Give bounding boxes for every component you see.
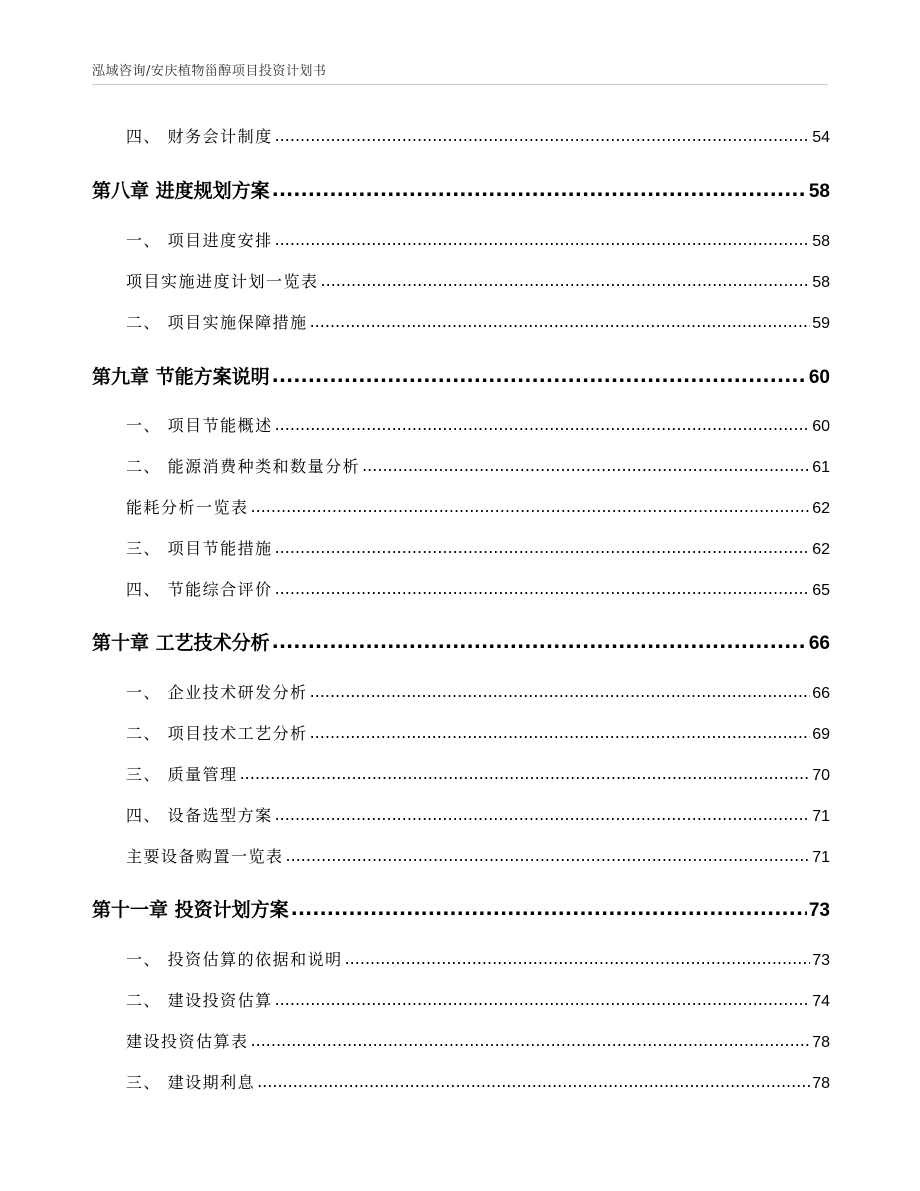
toc-page-number: 58 [808, 181, 830, 202]
toc-section-entry[interactable] [92, 721, 830, 744]
toc-entry-title: 三、 建设期利息 [126, 1073, 256, 1092]
toc-page-number: 78 [812, 1034, 830, 1051]
toc-page-number: 71 [812, 808, 830, 825]
toc-entry-title: 二、 项目技术工艺分析 [126, 724, 308, 743]
toc-entry-title: 建设投资估算表 [126, 1032, 249, 1051]
toc-page-number: 73 [812, 952, 830, 969]
toc-entry-title: 一、 投资估算的依据和说明 [126, 950, 343, 969]
toc-page-number: 62 [812, 500, 830, 517]
toc-section-entry[interactable] [92, 454, 830, 477]
toc-section-entry[interactable] [92, 536, 830, 559]
toc-entry-title: 二、 建设投资估算 [126, 991, 273, 1010]
toc-page-number: 69 [812, 726, 830, 743]
toc-section-entry[interactable] [92, 1070, 830, 1093]
toc-entry-title: 第十章 工艺技术分析 [92, 632, 270, 654]
toc-page-number: 58 [812, 233, 830, 250]
toc-leader-dots [291, 898, 807, 920]
toc-section-entry[interactable] [92, 310, 830, 333]
toc-section-entry[interactable] [92, 495, 830, 518]
toc-page-number: 62 [812, 541, 830, 558]
toc-section-entry[interactable] [92, 269, 830, 292]
toc-entry-title: 二、 项目实施保障措施 [126, 313, 308, 332]
toc-chapter-entry[interactable] [92, 176, 830, 203]
toc-leader-dots [286, 846, 811, 865]
toc-section-entry[interactable] [92, 1029, 830, 1052]
toc-entry-title: 一、 项目节能概述 [126, 416, 273, 435]
toc-entry-title: 一、 项目进度安排 [126, 231, 273, 250]
toc-page-number: 66 [808, 633, 830, 654]
toc-entry-title: 第十一章 投资计划方案 [92, 899, 289, 921]
toc-entry-title: 第八章 进度规划方案 [92, 180, 270, 202]
toc-leader-dots [362, 456, 810, 475]
toc-leader-dots [257, 1072, 810, 1091]
toc-leader-dots [321, 271, 811, 290]
toc-entry-title: 二、 能源消费种类和数量分析 [126, 457, 361, 476]
toc-page-number: 60 [808, 367, 830, 388]
toc-leader-dots [240, 764, 811, 783]
toc-entry-title: 一、 企业技术研发分析 [126, 683, 308, 702]
toc-page-number: 58 [812, 274, 830, 291]
toc-section-entry[interactable] [92, 947, 830, 970]
toc-leader-dots [345, 949, 811, 968]
toc-entry-title: 四、 节能综合评价 [126, 580, 273, 599]
running-header: 泓域咨询/安庆植物甾醇项目投资计划书 [92, 64, 327, 79]
toc-leader-dots [272, 179, 807, 201]
header-divider [92, 84, 828, 85]
toc-entry-title: 四、 财务会计制度 [126, 127, 273, 146]
toc-leader-dots [275, 126, 811, 145]
toc-page-number: 70 [812, 767, 830, 784]
toc-page-number: 54 [812, 129, 830, 146]
toc-leader-dots [310, 312, 811, 331]
toc-leader-dots [275, 579, 811, 598]
toc-section-entry[interactable] [92, 988, 830, 1011]
toc-section-entry[interactable] [92, 762, 830, 785]
toc-section-entry[interactable] [92, 680, 830, 703]
toc-entry-title: 三、 项目节能措施 [126, 539, 273, 558]
toc-entry-title: 第九章 节能方案说明 [92, 366, 270, 388]
toc-chapter-entry[interactable] [92, 362, 830, 389]
toc-page-number: 61 [812, 459, 830, 476]
toc-entry-title: 四、 设备选型方案 [126, 806, 273, 825]
toc-leader-dots [310, 723, 811, 742]
toc-entry-title: 三、 质量管理 [126, 765, 238, 784]
toc-page-number: 60 [812, 418, 830, 435]
toc-section-entry[interactable] [92, 844, 830, 867]
toc-leader-dots [272, 631, 807, 653]
toc-page-number: 65 [812, 582, 830, 599]
toc-section-entry[interactable] [92, 577, 830, 600]
toc-section-entry[interactable] [92, 124, 830, 147]
toc-entry-title: 项目实施进度计划一览表 [126, 272, 319, 291]
toc-chapter-entry[interactable] [92, 895, 830, 922]
toc-page-number: 59 [812, 315, 830, 332]
toc-page-number: 66 [812, 685, 830, 702]
toc-leader-dots [275, 990, 811, 1009]
toc-entry-title: 主要设备购置一览表 [126, 847, 284, 866]
toc-entry-title: 能耗分析一览表 [126, 498, 249, 517]
toc-page-number: 73 [808, 900, 830, 921]
toc-section-entry[interactable] [92, 803, 830, 826]
toc-leader-dots [272, 365, 807, 387]
toc-leader-dots [251, 1031, 811, 1050]
toc-leader-dots [275, 415, 811, 434]
toc-section-entry[interactable] [92, 228, 830, 251]
toc-chapter-entry[interactable] [92, 628, 830, 655]
toc-leader-dots [310, 682, 811, 701]
toc-page-number: 78 [812, 1075, 830, 1092]
toc-section-entry[interactable] [92, 413, 830, 436]
toc-page-number: 74 [812, 993, 830, 1010]
toc-leader-dots [275, 805, 811, 824]
toc-leader-dots [275, 538, 811, 557]
toc-leader-dots [251, 497, 811, 516]
toc-page-number: 71 [812, 849, 830, 866]
toc-leader-dots [275, 230, 811, 249]
